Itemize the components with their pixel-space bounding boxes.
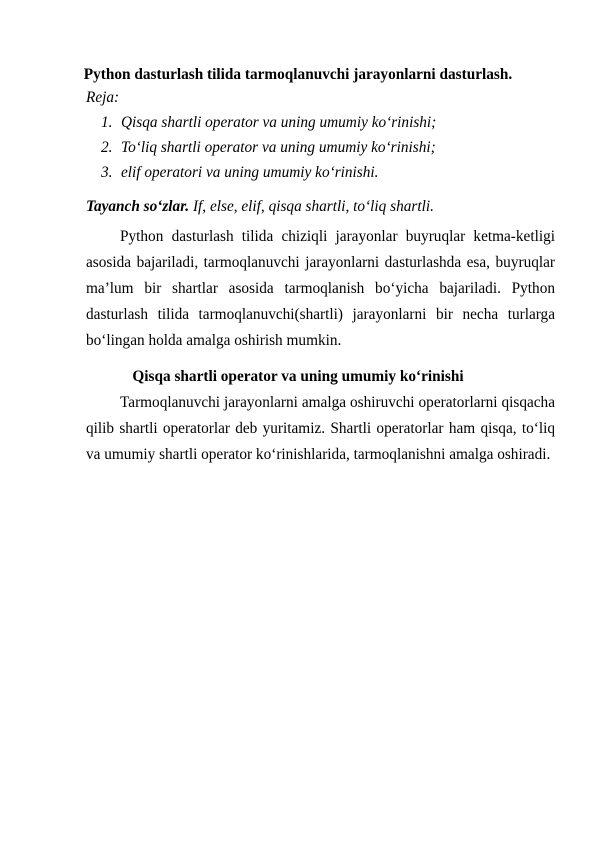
- document-title: Python dasturlash tilida tarmoqlanuvchi jarayonlarni dasturlash.: [83, 66, 513, 83]
- plan-list: [101, 113, 436, 188]
- keywords-label: Tayanch so‘zlar.: [86, 198, 190, 215]
- plan-item-text: To‘liq shartli operator va uning umumiy ko‘rinishi;: [121, 139, 436, 156]
- plan-item: [101, 138, 436, 163]
- keywords-text: If, else, elif, qisqa shartli, to‘liq shartli.: [189, 198, 434, 215]
- plan-item: [101, 163, 436, 188]
- plan-item-number: 3.: [101, 164, 113, 181]
- plan-label: Reja:: [86, 89, 120, 106]
- keywords-line: [86, 197, 434, 217]
- section-heading: Qisqa shartli operator va uning umumiy ko‘rinishi: [132, 368, 464, 385]
- plan-item-number: 1.: [101, 114, 113, 131]
- paragraph-section: Tarmoqlanuvchi jarayonlarni amalga oshiruvchi operatorlarni qisqacha qilib shartli operatorlar deb yuritamiz. Shartli operatorlar ham qisqa, to‘liq va umumiy shartli operator ko‘rinishlarida, tarmoqlanishni amalga oshiradi.: [86, 394, 555, 463]
- plan-item-number: 2.: [101, 139, 113, 156]
- plan-item-text: elif operatori va uning umumiy ko‘rinishi.: [121, 164, 379, 181]
- paragraph-intro: Python dasturlash tilida chiziqli jarayonlar buyruqlar ketma-ketligi asosida bajariladi, tarmoqlanuvchi jarayonlarni dasturlashda esa, buyruqlar ma’lum bir shartlar asosida tarmoqlanish bo‘yicha bajariladi. Python dasturlash tilida tarmoqlanuvchi(shartli) jarayonlarni bir necha turlarga bo‘lingan holda amalga oshirish mumkin.: [86, 228, 555, 349]
- plan-item: [101, 113, 436, 138]
- plan-item-text: Qisqa shartli operator va uning umumiy ko‘rinishi;: [121, 114, 437, 131]
